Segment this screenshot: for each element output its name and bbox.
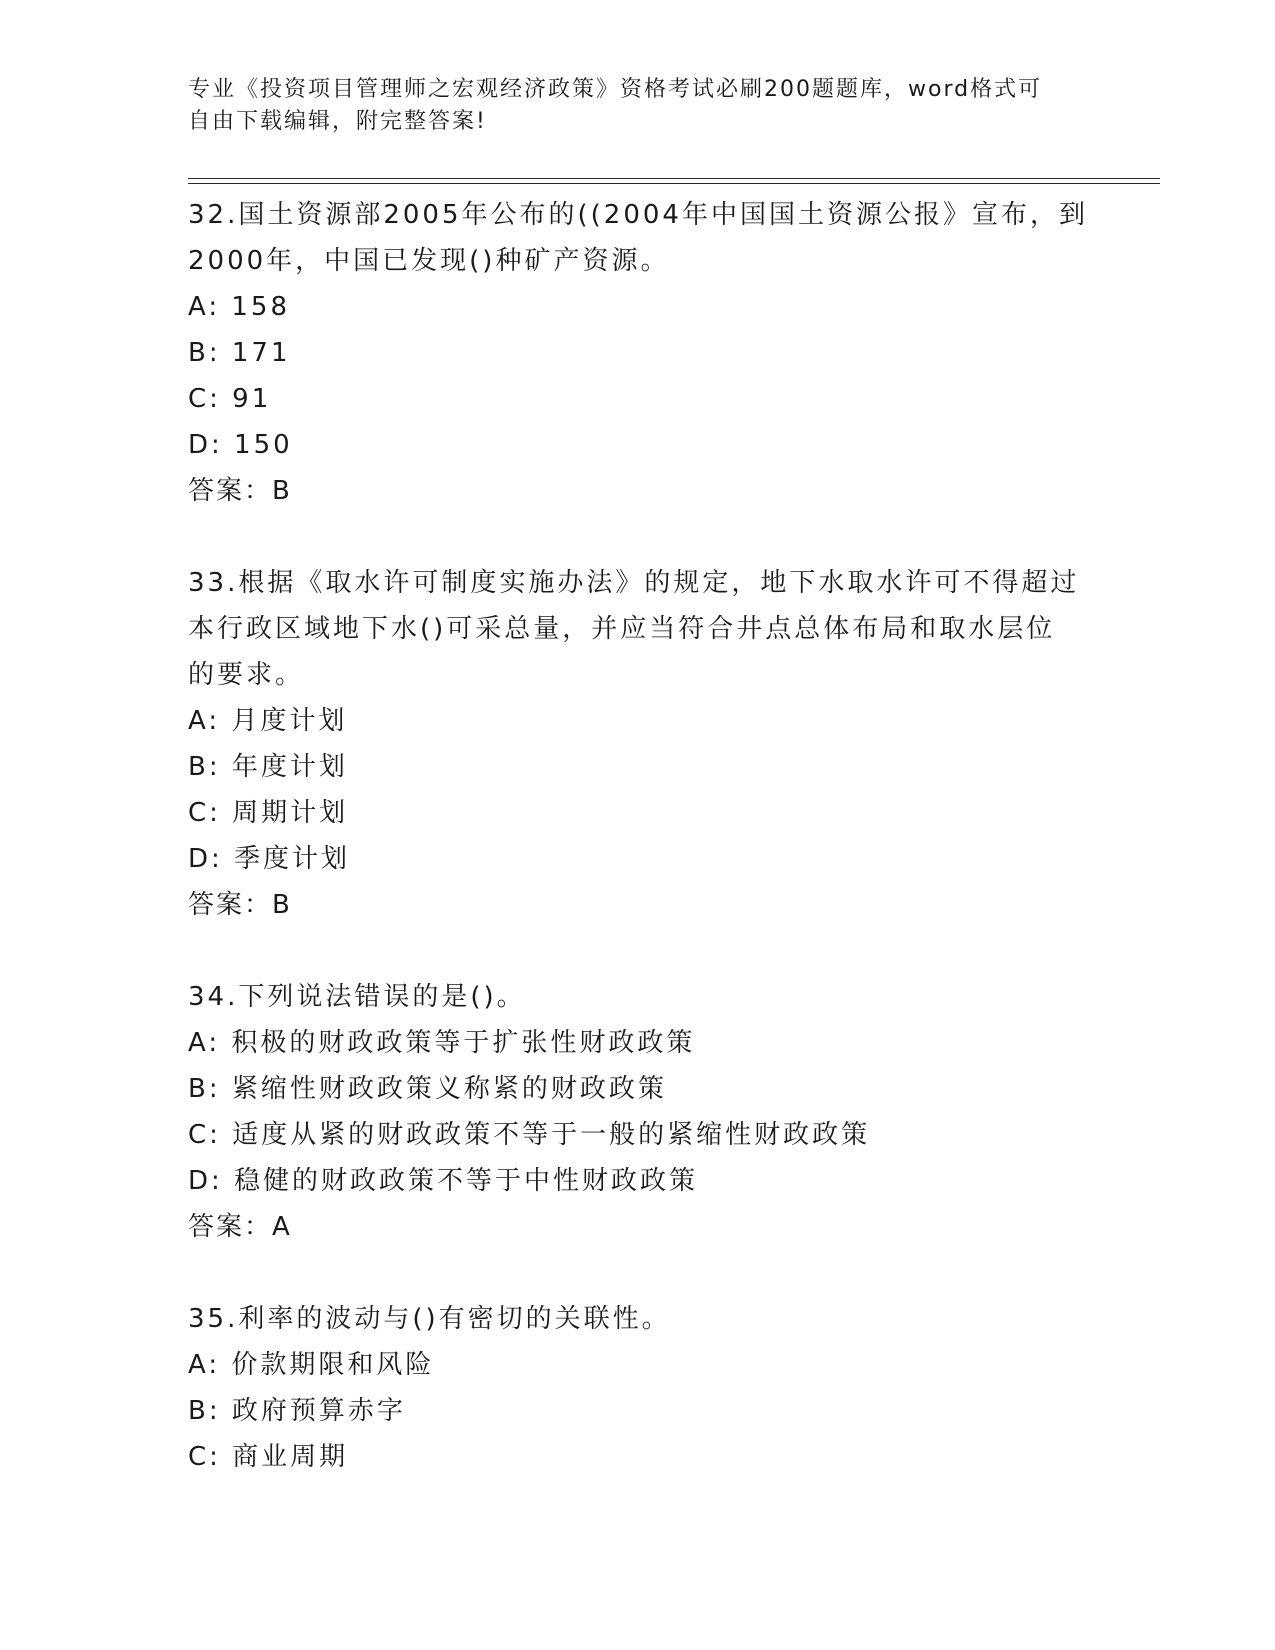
answer-label: 答案：B — [188, 890, 292, 920]
question-35 — [188, 1296, 1088, 1480]
option-d: D: 150 — [188, 430, 293, 460]
option-b: B: 政府预算赤字 — [188, 1396, 406, 1426]
stem-line: 33.根据《取水许可制度实施办法》的规定，地下水取水许可不得超过 — [188, 568, 1080, 598]
question-33 — [188, 560, 1088, 928]
header-line-1: 专业《投资项目管理师之宏观经济政策》资格考试必刷200题题库，word格式可 — [188, 77, 1043, 102]
question-32 — [188, 192, 1088, 514]
document-header — [188, 74, 1068, 138]
question-stem — [188, 974, 1088, 1020]
option-c: C: 周期计划 — [188, 798, 349, 828]
stem-line: 32.国土资源部2005年公布的((2004年中国国土资源公报》宣布，到 — [188, 200, 1088, 230]
question-stem — [188, 192, 1088, 284]
header-divider-top — [188, 178, 1160, 179]
question-stem — [188, 1296, 1088, 1342]
question-34 — [188, 974, 1088, 1250]
option-d: D: 稳健的财政政策不等于中性财政政策 — [188, 1166, 699, 1196]
stem-line: 34.下列说法错误的是()。 — [188, 982, 526, 1012]
option-b: B: 紧缩性财政政策义称紧的财政政策 — [188, 1074, 667, 1104]
option-c: C: 商业周期 — [188, 1442, 349, 1472]
stem-line: 35.利率的波动与()有密切的关联性。 — [188, 1304, 671, 1334]
option-a: A: 158 — [188, 292, 290, 322]
option-d: D: 季度计划 — [188, 844, 351, 874]
stem-line: 本行政区域地下水()可采总量，并应当符合井点总体布局和取水层位 — [188, 614, 1056, 644]
option-a: A: 价款期限和风险 — [188, 1350, 435, 1380]
option-b: B: 171 — [188, 338, 291, 368]
question-stem — [188, 560, 1088, 698]
option-b: B: 年度计划 — [188, 752, 348, 782]
answer-label: 答案：B — [188, 476, 292, 506]
option-c: C: 91 — [188, 384, 272, 414]
header-line-2: 自由下载编辑，附完整答案! — [188, 109, 487, 134]
stem-line: 的要求。 — [188, 660, 305, 690]
stem-line: 2000年，中国已发现()种矿产资源。 — [188, 246, 670, 276]
question-list — [188, 192, 1088, 1526]
option-a: A: 积极的财政政策等于扩张性财政政策 — [188, 1028, 696, 1058]
option-c: C: 适度从紧的财政政策不等于一般的紧缩性财政政策 — [188, 1120, 871, 1150]
header-divider-bottom — [188, 183, 1160, 184]
option-a: A: 月度计划 — [188, 706, 348, 736]
answer-label: 答案：A — [188, 1212, 292, 1242]
